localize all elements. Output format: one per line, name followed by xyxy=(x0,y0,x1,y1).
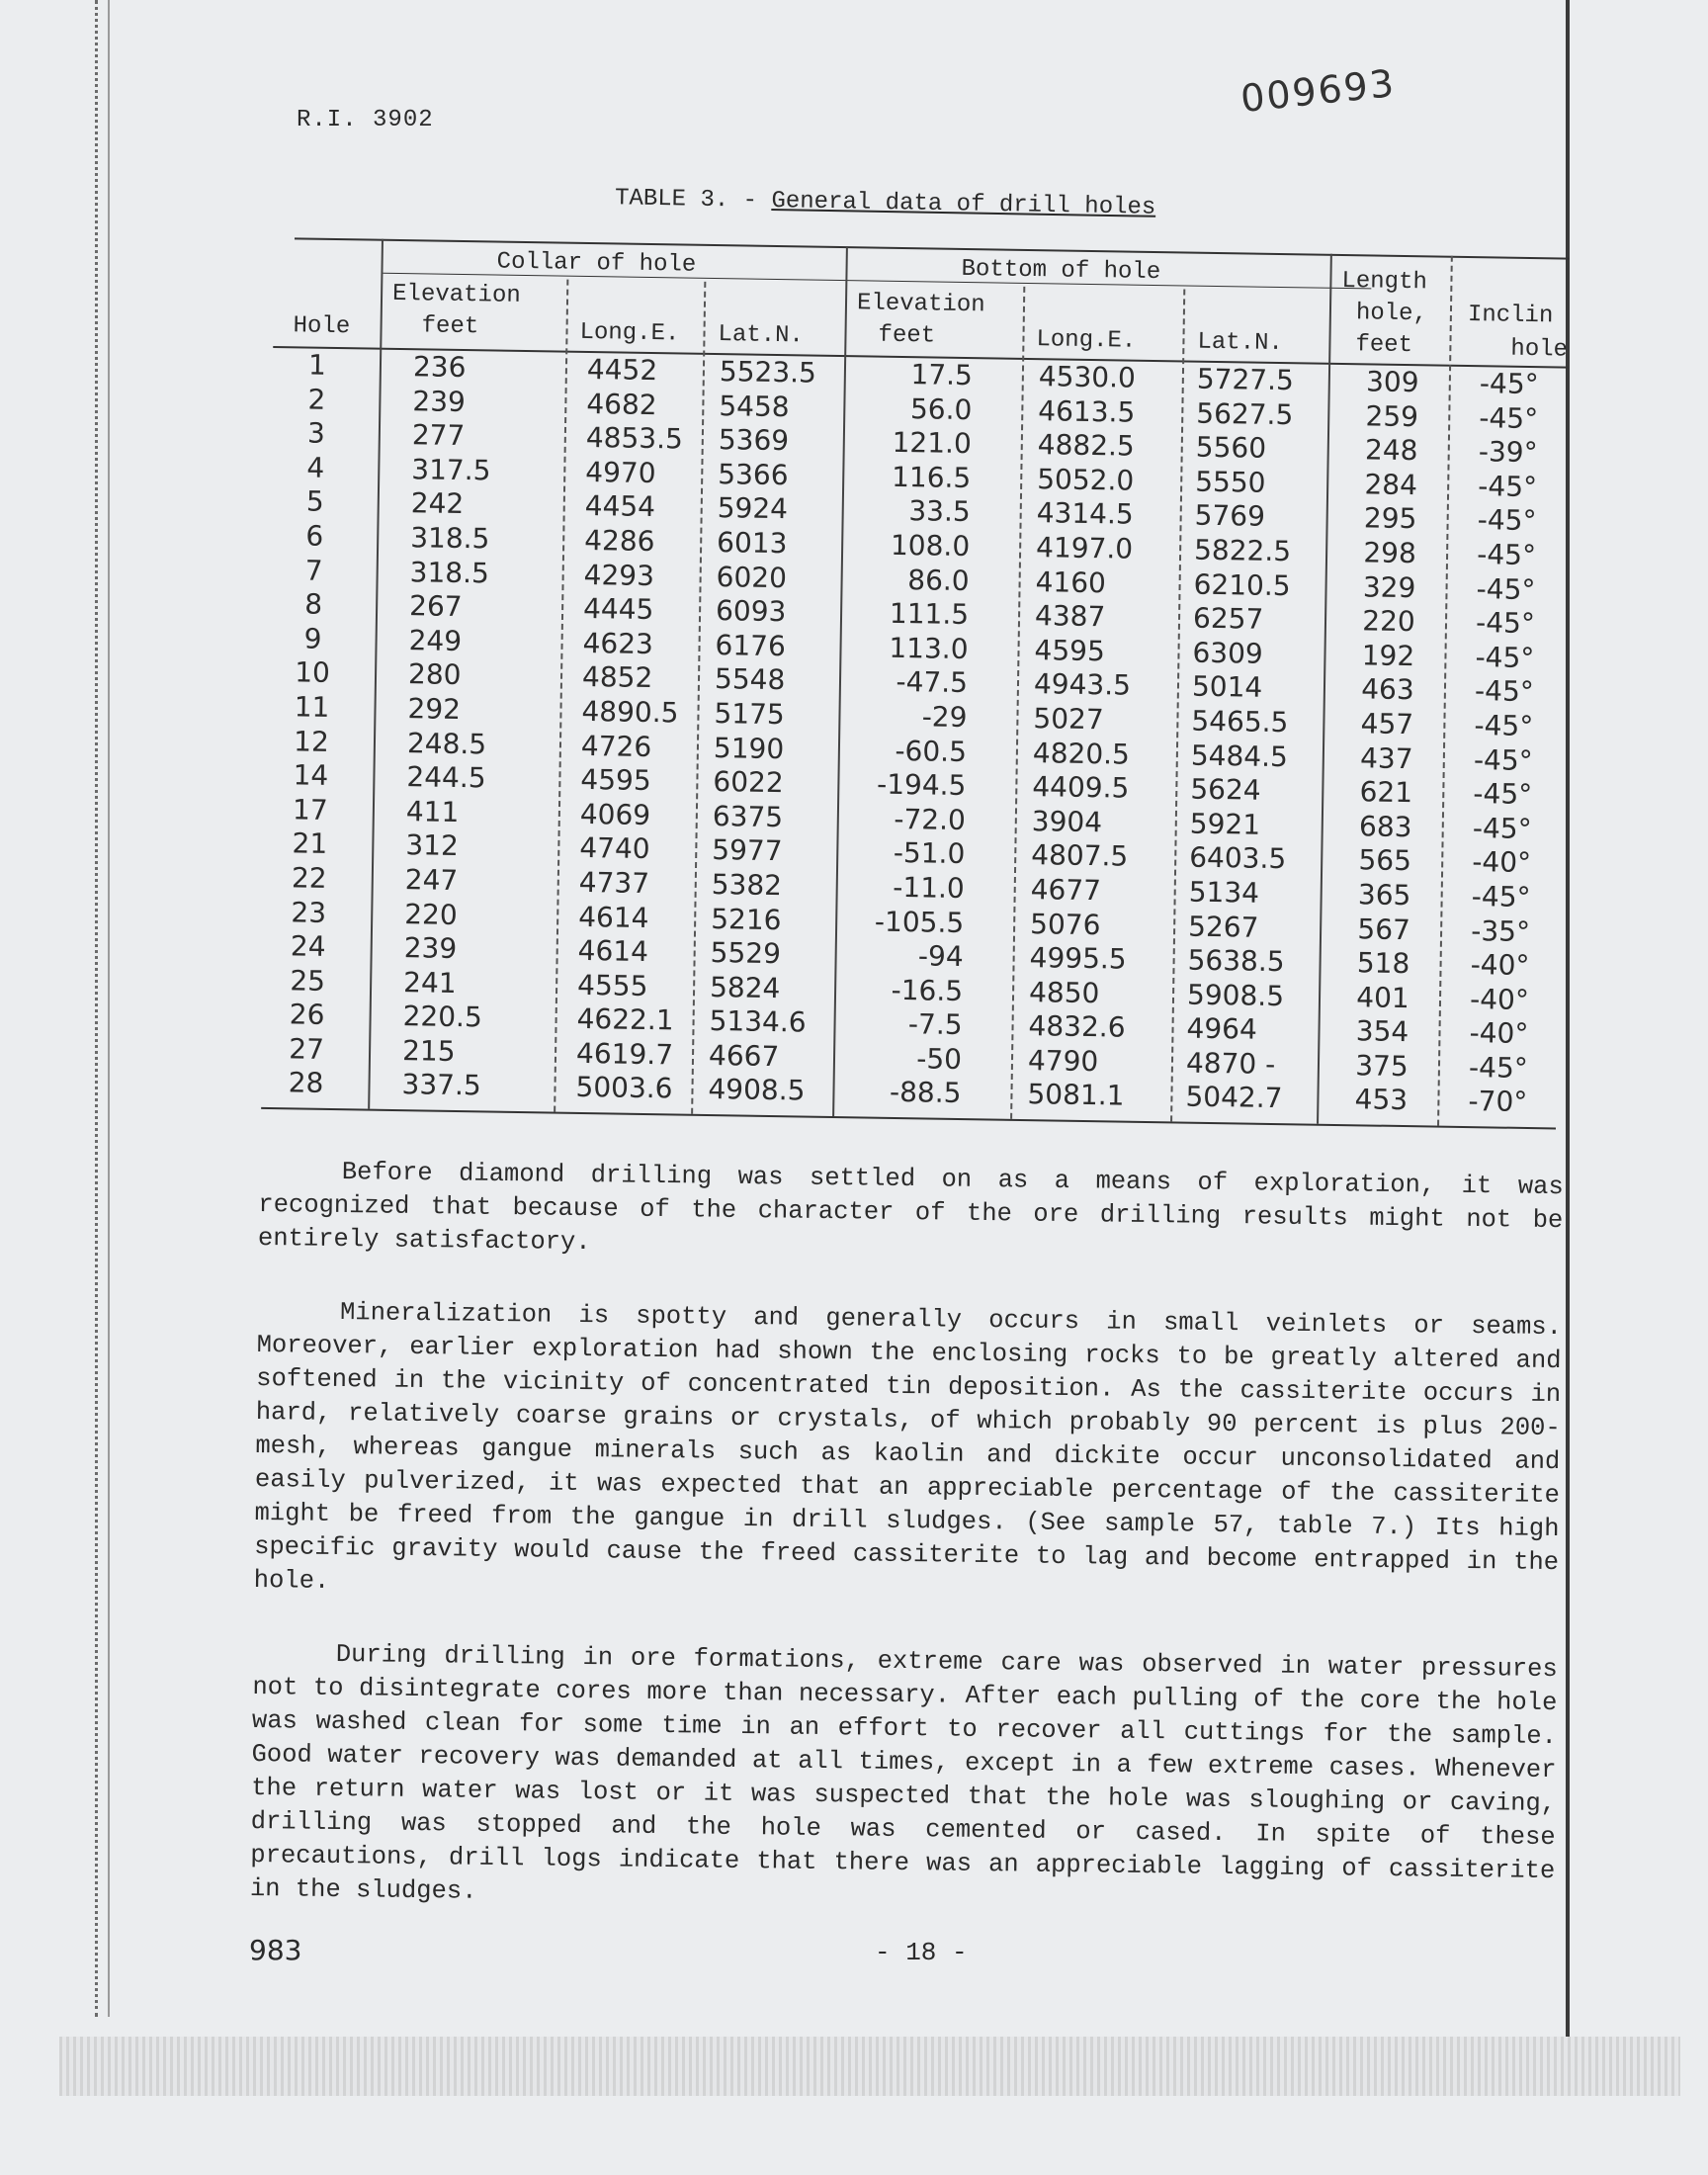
table-cell-c-elev: 239 xyxy=(403,931,458,966)
header-bottom: Bottom of hole xyxy=(961,255,1161,287)
table-cell-c-elev: 241 xyxy=(402,965,457,1000)
column-hole xyxy=(271,348,352,1101)
table-cell-b-long: 5027 xyxy=(1033,702,1104,737)
table-cell-b-elev: 113.0 xyxy=(889,631,969,665)
table-cell-length: 354 xyxy=(1355,1014,1409,1049)
table-cell-c-lat: 5382 xyxy=(711,867,783,903)
table-cell-b-lat: 5638.5 xyxy=(1187,943,1285,979)
table-cell-c-elev: 292 xyxy=(407,692,462,726)
scan-bottom-edge xyxy=(59,2037,1680,2096)
table-cell-b-lat: 6403.5 xyxy=(1188,840,1287,876)
table-cell-c-lat: 5548 xyxy=(714,662,786,697)
table-cell-b-elev: 86.0 xyxy=(907,563,970,597)
table-title-prefix: TABLE 3. - xyxy=(614,185,758,215)
table-cell-b-lat: 5465.5 xyxy=(1191,704,1289,740)
table-cell-b-lat: 5484.5 xyxy=(1190,739,1289,773)
table-cell-b-long: 4943.5 xyxy=(1033,667,1132,702)
table-cell-length: 284 xyxy=(1364,468,1418,501)
table-cell-c-elev: 239 xyxy=(412,384,467,418)
table-cell-hole: 4 xyxy=(306,451,325,484)
paragraph-3: During drilling in ore formations, extreme care was observed in water pressures not to disintegrate cores more than necessary. After each pulling of the core the hole was washed clean for some time in an effort to recover all cuttings for the sample. Good water recovery was demanded at all times, except in a few extreme cases. Whenever the return water was lost or it was suspected that the hole was sloughing or caving, drilling was stopped and the hole was cemented or cased. In spite of these precautions, drill logs indicate that there was an appreciable lagging of cassiterite in the sludges. xyxy=(249,1639,1558,1906)
table-cell-b-elev: -50 xyxy=(916,1042,963,1076)
table-cell-b-lat: 5550 xyxy=(1194,465,1266,499)
table-cell-hole: 6 xyxy=(305,519,324,553)
table-cell-b-long: 4613.5 xyxy=(1038,393,1136,429)
column-inclination xyxy=(1443,367,1564,1121)
table-cell-hole: 5 xyxy=(305,484,324,519)
table-cell-length: 567 xyxy=(1357,912,1411,946)
table-cell-b-long: 4850 xyxy=(1028,975,1100,1009)
table-cell-b-elev: 56.0 xyxy=(909,392,973,426)
table-cell-b-lat: 5560 xyxy=(1195,430,1267,465)
table-cell-c-lat: 5216 xyxy=(710,902,782,936)
table-cell-c-elev: 280 xyxy=(407,657,462,692)
table-cell-length: 621 xyxy=(1359,775,1413,810)
table-cell-b-elev: 17.5 xyxy=(910,358,974,392)
table-cell-c-lat: 5369 xyxy=(718,423,790,458)
table-cell-length: 453 xyxy=(1354,1083,1409,1117)
table-cell-incl: -35° xyxy=(1471,914,1531,948)
table-cell-hole: 11 xyxy=(294,690,330,724)
table-cell-b-elev: -94 xyxy=(917,939,964,974)
table-cell-c-elev: 220.5 xyxy=(402,1000,483,1034)
table-cell-b-lat: 5908.5 xyxy=(1186,978,1285,1012)
table-cell-b-long: 4995.5 xyxy=(1029,941,1127,976)
table-cell-b-long: 4807.5 xyxy=(1031,838,1129,873)
table-cell-b-elev: -60.5 xyxy=(895,734,968,768)
column-collar-long xyxy=(575,353,684,1107)
table-cell-c-elev: 312 xyxy=(405,828,460,863)
table-cell-c-lat: 6176 xyxy=(715,628,787,662)
table-cell-incl: -45° xyxy=(1471,880,1531,914)
table-cell-incl: -45° xyxy=(1474,674,1535,709)
table-cell-c-elev: 236 xyxy=(412,350,467,385)
table-cell-c-elev: 215 xyxy=(401,1034,456,1068)
report-id: R.I. 3902 xyxy=(297,107,434,133)
header-blat: Lat.N. xyxy=(1197,328,1284,358)
table-cell-b-long: 5081.1 xyxy=(1027,1078,1125,1113)
table-cell-b-lat: 4964 xyxy=(1186,1011,1258,1046)
column-bottom-elevation xyxy=(834,357,973,1111)
col-rule-hole xyxy=(368,239,384,1109)
header-incl-1: Inclin xyxy=(1467,301,1554,330)
table-cell-c-lat: 6013 xyxy=(716,526,788,561)
table-cell-b-long: 4882.5 xyxy=(1037,428,1136,463)
table-cell-c-lat: 5824 xyxy=(709,970,781,1004)
col-rule-clong xyxy=(691,282,706,1114)
table-cell-c-long: 4740 xyxy=(579,831,650,866)
col-rule-celev xyxy=(554,280,568,1112)
table-cell-c-long: 4852 xyxy=(581,660,653,695)
table-cell-c-elev: 267 xyxy=(408,589,463,624)
table-cell-length: 401 xyxy=(1356,980,1410,1014)
table-cell-b-lat: 5624 xyxy=(1190,772,1261,807)
header-belev-2: feet xyxy=(878,321,936,350)
paragraph-block xyxy=(250,1155,1564,1922)
header-hole: Hole xyxy=(293,312,351,341)
table-cell-length: 463 xyxy=(1360,672,1414,707)
table-cell-b-lat: 5822.5 xyxy=(1193,533,1292,568)
table-cell-hole: 21 xyxy=(292,826,328,861)
table-cell-b-lat: 5267 xyxy=(1187,910,1259,944)
table-cell-b-long: 4314.5 xyxy=(1036,496,1134,532)
table-cell-c-long: 4890.5 xyxy=(581,694,679,730)
table-cell-b-elev: 108.0 xyxy=(890,528,971,564)
table-cell-c-elev: 411 xyxy=(405,794,460,828)
header-length-2: hole, xyxy=(1355,300,1428,328)
table-cell-incl: -45° xyxy=(1479,367,1539,401)
table-cell-b-long: 4820.5 xyxy=(1032,736,1131,771)
table-cell-c-long: 4069 xyxy=(579,797,651,831)
table-cell-incl: -45° xyxy=(1468,1050,1529,1085)
column-bottom-lat xyxy=(1185,363,1294,1117)
table-cell-c-lat: 5190 xyxy=(713,731,785,765)
table-cell-c-elev: 242 xyxy=(410,486,465,521)
column-length xyxy=(1326,365,1447,1119)
table-cell-c-elev: 247 xyxy=(404,863,459,897)
table-cell-hole: 28 xyxy=(288,1066,324,1100)
table-cell-b-long: 4160 xyxy=(1035,565,1107,599)
table-cell-b-long: 5052.0 xyxy=(1036,462,1135,497)
table-cell-c-long: 4682 xyxy=(586,387,657,421)
table-cell-c-lat: 6375 xyxy=(712,799,784,833)
table-cell-length: 298 xyxy=(1363,536,1417,570)
table-cell-c-elev: 249 xyxy=(408,623,463,657)
table-cell-incl: -39° xyxy=(1478,435,1538,470)
table-cell-c-long: 4286 xyxy=(583,523,655,559)
table-cell-hole: 25 xyxy=(290,964,326,998)
table-cell-length: 683 xyxy=(1358,810,1412,843)
table-cell-hole: 23 xyxy=(291,895,327,929)
table-cell-hole: 7 xyxy=(304,554,323,587)
table-top-rule xyxy=(295,237,1570,259)
table-cell-b-elev: -88.5 xyxy=(889,1076,962,1110)
binding-edge xyxy=(95,0,110,2017)
table-cell-c-elev: 248.5 xyxy=(406,726,487,760)
table-cell-c-lat: 6093 xyxy=(715,594,787,629)
table-cell-incl: -40° xyxy=(1470,948,1530,983)
table-cell-c-elev: 220 xyxy=(404,897,458,931)
table-cell-b-elev: 116.5 xyxy=(891,460,972,494)
table-cell-hole: 24 xyxy=(290,929,326,963)
column-collar-elevation xyxy=(401,350,492,1103)
table-cell-b-lat: 5727.5 xyxy=(1196,362,1295,397)
table-cell-b-long: 4832.6 xyxy=(1028,1009,1126,1044)
table-cell-incl: -45° xyxy=(1473,742,1533,777)
table-cell-c-lat: 5977 xyxy=(712,833,783,868)
table-cell-c-lat: 5366 xyxy=(718,457,789,491)
table-cell-length: 565 xyxy=(1358,843,1412,878)
table-cell-hole: 27 xyxy=(289,1032,325,1066)
table-cell-c-lat: 5175 xyxy=(714,696,786,732)
table-cell-c-elev: 337.5 xyxy=(401,1068,481,1102)
header-length-1: Length xyxy=(1341,267,1428,297)
header-celev-1: Elevation xyxy=(391,280,521,309)
table-cell-incl: -45° xyxy=(1476,538,1537,572)
table-cell-length: 457 xyxy=(1360,707,1414,741)
table-cell-incl: -45° xyxy=(1474,709,1534,742)
table-cell-b-elev: -7.5 xyxy=(907,1007,963,1042)
table-cell-length: 220 xyxy=(1362,604,1416,639)
table-cell-incl: -45° xyxy=(1475,640,1535,674)
header-clong: Long.E. xyxy=(579,318,680,348)
table-cell-c-lat: 5134.6 xyxy=(709,1004,807,1039)
table-cell-b-long: 4677 xyxy=(1030,873,1102,908)
table-cell-c-long: 4452 xyxy=(586,352,658,388)
table-cell-b-elev: -47.5 xyxy=(896,665,969,700)
table-cell-hole: 26 xyxy=(289,998,325,1032)
table-cell-c-long: 4622.1 xyxy=(576,1002,674,1037)
header-blong: Long.E. xyxy=(1036,326,1137,355)
col-rule-blong xyxy=(1170,289,1185,1121)
header-clat: Lat.N. xyxy=(718,321,805,350)
table-title-text: General data of drill holes xyxy=(771,187,1156,221)
table-cell-incl: -45° xyxy=(1473,777,1533,812)
paragraph-1: Before diamond drilling was settled on as a means of exploration, it was recognized that because of the character of the ore drilling results might not be entirely satisfactory. xyxy=(257,1158,1564,1258)
table-cell-length: 518 xyxy=(1356,946,1410,981)
table-cell-hole: 14 xyxy=(293,758,329,793)
table-cell-c-long: 4293 xyxy=(583,558,655,592)
table-cell-c-long: 4726 xyxy=(580,729,652,763)
table-cell-incl: -40° xyxy=(1472,845,1532,880)
table-cell-b-elev: -105.5 xyxy=(874,905,965,939)
table-cell-b-lat: 5921 xyxy=(1189,807,1261,841)
header-length-3: feet xyxy=(1355,331,1413,360)
table-cell-c-lat: 5924 xyxy=(717,491,789,526)
table-cell-c-long: 4614 xyxy=(577,900,649,934)
table-cell-hole: 12 xyxy=(293,724,330,758)
table-cell-b-lat: 6309 xyxy=(1192,636,1264,670)
table-cell-incl: -45° xyxy=(1475,606,1536,641)
table-cell-incl: -40° xyxy=(1469,982,1530,1016)
table-cell-hole: 9 xyxy=(303,622,322,655)
table-cell-incl: -45° xyxy=(1476,571,1536,606)
table-cell-b-elev: -11.0 xyxy=(893,870,966,905)
table-cell-b-long: 4387 xyxy=(1034,599,1106,634)
table-cell-b-lat: 5769 xyxy=(1194,499,1266,534)
page-number: - 18 - xyxy=(875,1938,968,1967)
table-cell-b-long: 5076 xyxy=(1029,907,1101,941)
table-cell-incl: -45° xyxy=(1472,811,1532,845)
table-cell-c-lat: 4667 xyxy=(708,1038,780,1073)
table-cell-b-elev: -16.5 xyxy=(891,973,964,1007)
table-cell-length: 437 xyxy=(1359,740,1413,775)
table-cell-c-long: 4454 xyxy=(584,489,656,524)
table-cell-hole: 22 xyxy=(291,861,327,895)
table-cell-b-lat: 6210.5 xyxy=(1193,567,1291,602)
table-cell-b-long: 4197.0 xyxy=(1035,531,1134,566)
table-cell-c-elev: 277 xyxy=(411,418,466,453)
table-cell-c-long: 4853.5 xyxy=(585,421,684,456)
table-cell-hole: 17 xyxy=(292,793,328,826)
table-cell-b-elev: -51.0 xyxy=(893,836,966,871)
table-cell-b-elev: -72.0 xyxy=(894,802,967,836)
table-cell-b-long: 4790 xyxy=(1027,1043,1099,1079)
table-cell-hole: 2 xyxy=(307,383,326,416)
table-cell-c-long: 4614 xyxy=(577,934,649,969)
table-cell-c-lat: 4908.5 xyxy=(708,1073,806,1107)
table-cell-length: 192 xyxy=(1361,639,1415,672)
table-cell-c-elev: 318.5 xyxy=(409,555,490,590)
table-cell-b-long: 4409.5 xyxy=(1032,770,1130,805)
table-cell-incl: -45° xyxy=(1478,469,1538,503)
table-cell-length: 329 xyxy=(1362,569,1416,604)
table-cell-b-elev: -29 xyxy=(921,700,968,734)
table-cell-length: 365 xyxy=(1357,878,1411,913)
table-cell-c-lat: 5529 xyxy=(710,936,782,971)
table-cell-c-lat: 6020 xyxy=(716,560,788,594)
table-cell-hole: 8 xyxy=(303,587,323,621)
table-cell-c-long: 4970 xyxy=(585,455,656,489)
table-cell-b-lat: 6257 xyxy=(1192,601,1264,636)
table-cell-b-lat: 5627.5 xyxy=(1196,396,1294,431)
table-cell-b-elev: -194.5 xyxy=(876,767,967,803)
table-cell-length: 375 xyxy=(1354,1049,1409,1083)
table-cell-hole: 10 xyxy=(295,655,331,690)
paragraph-2: Mineralization is spotty and generally occurs in small veinlets or seams. Moreover, earlier exploration had shown the enclosing rocks to be greatly altered and softened in the vicinity of concentrated tin deposition. As the cassiterite occurs in hard, relatively coarse grains or crystals, of which probably 90 percent is plus 200-mesh, whereas gangue minerals such as kaolin and dickite occur unconsolidated and easily pulverized, it was expected that an appreciable percentage of the cassiterite might be freed from the gangue in drill sludges. (See sample 57, table 7.) Its high specific gravity would cause the freed cassiterite to lag and become entrapped in the hole. xyxy=(253,1298,1563,1596)
table-cell-b-long: 4595 xyxy=(1034,633,1106,667)
table-cell-b-elev: 33.5 xyxy=(908,494,971,529)
header-celev-2: feet xyxy=(421,312,479,341)
table-cell-incl: -40° xyxy=(1469,1016,1529,1051)
table-cell-hole: 1 xyxy=(307,348,327,382)
table-cell-c-long: 5003.6 xyxy=(575,1071,673,1105)
table-cell-c-lat: 6022 xyxy=(713,765,784,800)
table-cell-hole: 3 xyxy=(306,416,326,451)
table-cell-c-lat: 5458 xyxy=(719,389,790,423)
table-cell-length: 248 xyxy=(1364,433,1418,468)
table-cell-b-long: 4530.0 xyxy=(1038,360,1137,394)
table-cell-b-lat: 5134 xyxy=(1188,875,1260,910)
table-title xyxy=(615,185,1156,221)
header-incl-2: hole xyxy=(1510,335,1569,364)
table-cell-b-elev: 121.0 xyxy=(892,426,973,461)
table-cell-length: 259 xyxy=(1365,398,1419,433)
stamp-number: 009693 xyxy=(1238,60,1398,122)
column-bottom-long xyxy=(1027,360,1136,1114)
table-cell-c-long: 4445 xyxy=(582,592,654,627)
table-cell-b-lat: 5042.7 xyxy=(1185,1081,1283,1115)
table-cell-c-elev: 318.5 xyxy=(409,521,490,556)
header-collar: Collar of hole xyxy=(496,248,697,279)
table-cell-incl: -45° xyxy=(1479,400,1539,435)
column-collar-lat xyxy=(708,355,816,1109)
table-cell-b-elev: 111.5 xyxy=(889,596,970,632)
table-cell-incl: -70° xyxy=(1468,1085,1528,1119)
table-cell-incl: -45° xyxy=(1477,503,1537,538)
table-cell-c-elev: 317.5 xyxy=(411,452,491,487)
table-cell-c-long: 4623 xyxy=(582,626,654,660)
table-cell-b-long: 3904 xyxy=(1031,804,1103,838)
footer-number: 983 xyxy=(249,1934,302,1966)
col-rule-belev xyxy=(1010,287,1025,1119)
table-cell-c-long: 4555 xyxy=(576,968,648,1002)
table-cell-b-lat: 5014 xyxy=(1191,669,1263,705)
table-cell-c-long: 4737 xyxy=(578,865,650,900)
table-cell-c-long: 4619.7 xyxy=(575,1036,674,1072)
table-cell-length: 309 xyxy=(1365,365,1419,399)
table-cell-b-lat: 4870 - xyxy=(1185,1046,1276,1081)
header-belev-1: Elevation xyxy=(856,290,985,319)
table-cell-c-elev: 244.5 xyxy=(406,760,486,795)
table-cell-c-long: 4595 xyxy=(580,763,651,798)
table-cell-c-lat: 5523.5 xyxy=(719,355,817,390)
table-cell-length: 295 xyxy=(1363,501,1417,536)
drill-holes-table xyxy=(261,237,1572,1147)
